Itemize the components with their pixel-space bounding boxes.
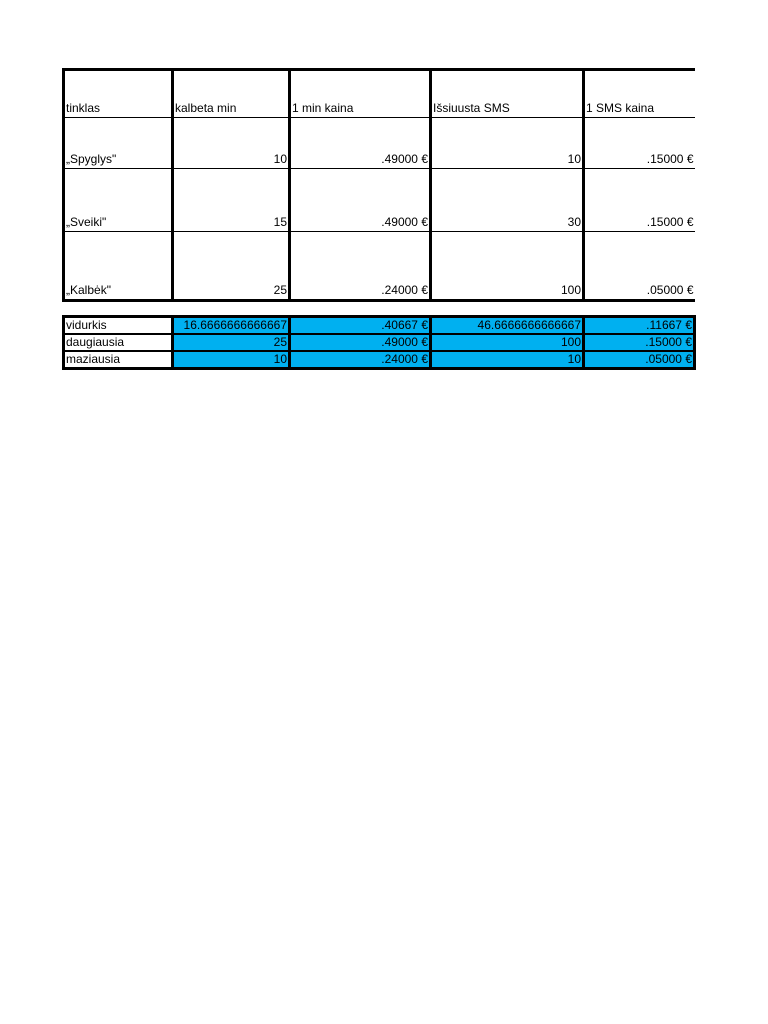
minute-price-cell[interactable]: .49000 € [290, 118, 431, 169]
minutes-cell[interactable]: 10 [173, 118, 290, 169]
table-row [64, 169, 695, 232]
sms-count-cell[interactable]: 30 [431, 169, 584, 232]
stat-label-cell[interactable]: maziausia [64, 351, 173, 369]
network-table [62, 68, 695, 302]
stats-table [62, 315, 696, 370]
stats-row-min [64, 351, 695, 369]
sms-price-cell[interactable]: .15000 € [584, 118, 695, 169]
minute-price-cell[interactable]: .24000 € [290, 232, 431, 301]
minute-price-cell[interactable]: .49000 € [290, 169, 431, 232]
sms-price-cell[interactable]: .05000 € [646, 283, 694, 297]
network-name-cell[interactable]: „Kalbėk" [64, 232, 173, 301]
stat-minute-price-cell[interactable]: .49000 € [290, 334, 431, 351]
stat-sms-price-cell[interactable]: .05000 € [584, 351, 695, 369]
header-cell[interactable]: Išsiuusta SMS [431, 70, 584, 118]
header-cell[interactable]: 1 SMS kaina [584, 70, 695, 118]
minutes-cell[interactable]: 25 [173, 232, 290, 301]
sms-price-cell[interactable]: .15000 € [584, 169, 695, 232]
stat-minutes-cell[interactable]: 10 [173, 351, 290, 369]
table-row [64, 118, 695, 169]
minutes-cell[interactable]: 15 [173, 169, 290, 232]
stat-sms-count-cell[interactable]: 46.6666666666667 [431, 317, 584, 335]
sms-count-cell[interactable]: 100 [431, 232, 584, 301]
header-cell[interactable]: tinklas [64, 70, 173, 118]
stat-label-cell[interactable]: daugiausia [64, 334, 173, 351]
header-cell[interactable]: kalbeta min [173, 70, 290, 118]
stat-minute-price-cell[interactable]: .24000 € [290, 351, 431, 369]
stats-row-max [64, 334, 695, 351]
stat-label-cell[interactable]: vidurkis [64, 317, 173, 335]
stat-minutes-cell[interactable]: 25 [173, 334, 290, 351]
stats-row-average [64, 317, 695, 335]
stat-minutes-cell[interactable]: 16.6666666666667 [173, 317, 290, 335]
table-row [64, 232, 695, 301]
header-row [64, 70, 695, 118]
stat-sms-count-cell[interactable]: 100 [431, 334, 584, 351]
stat-sms-price-cell[interactable]: .15000 € [584, 334, 695, 351]
stat-minute-price-cell[interactable]: .40667 € [290, 317, 431, 335]
network-name-cell[interactable]: „Spyglys" [64, 118, 173, 169]
sms-count-cell[interactable]: 10 [431, 118, 584, 169]
network-name-cell[interactable]: „Sveiki" [64, 169, 173, 232]
header-cell[interactable]: 1 min kaina [290, 70, 431, 118]
stat-sms-price-cell[interactable]: .11667 € [584, 317, 695, 335]
stat-sms-count-cell[interactable]: 10 [431, 351, 584, 369]
